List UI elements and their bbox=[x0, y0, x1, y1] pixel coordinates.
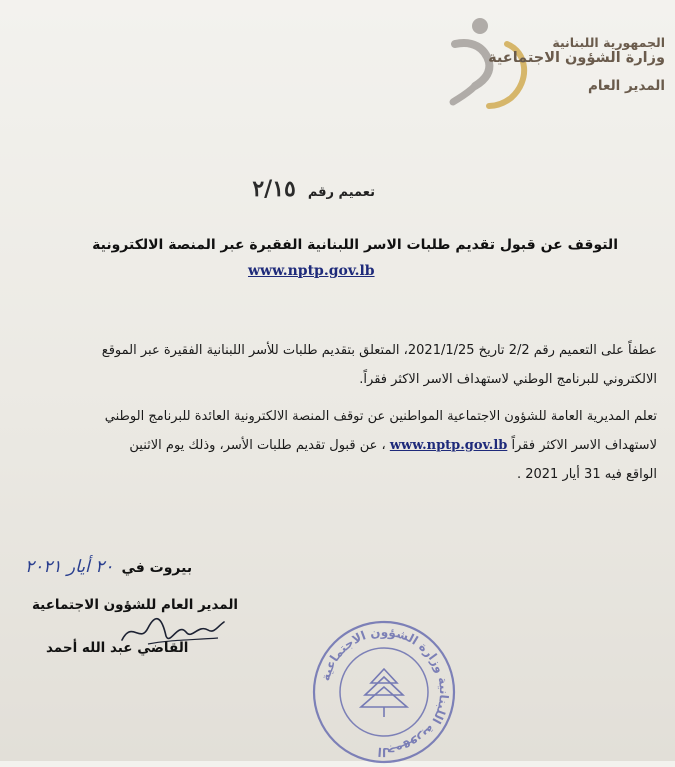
signatory-title: المدير العام للشؤون الاجتماعية bbox=[32, 597, 239, 613]
paragraph-2-line-2-end: ، عن قبول تقديم طلبات الأسر، وذلك يوم الاثنين bbox=[129, 438, 386, 453]
subject-title: التوقف عن قبول تقديم طلبات الاسر اللبنانية الفقيرة عبر المنصة الالكترونية bbox=[92, 237, 618, 253]
paragraph-2-url-link[interactable]: www.nptp.gov.lb bbox=[389, 438, 508, 453]
subject-url-link[interactable]: www.nptp.gov.lb bbox=[248, 263, 375, 279]
ministry-header bbox=[445, 14, 675, 114]
handwritten-date: ٢٠ أيار ٢٠٢١ bbox=[25, 557, 114, 577]
svg-text:الجمهورية اللبنانية وزارة الشؤ bbox=[318, 625, 451, 759]
circular-label: تعميم رقم bbox=[307, 185, 375, 200]
circular-number-line bbox=[252, 176, 375, 202]
header-republic: الجمهورية اللبنانية bbox=[552, 35, 665, 50]
signatory-name: القاضي عبد الله أحمد bbox=[46, 640, 189, 656]
paragraph-2-line-3: الواقع فيه 31 أيار 2021 . bbox=[516, 467, 657, 482]
ministry-seal bbox=[309, 617, 459, 767]
paragraph-2-line-2 bbox=[20, 431, 657, 460]
paragraph-2 bbox=[20, 402, 657, 489]
paragraph-1-line-2: الالكتروني للبرنامج الوطني لاستهداف الاسر الاكثر فقراً. bbox=[359, 372, 657, 387]
paragraph-1 bbox=[20, 336, 657, 394]
header-director: المدير العام bbox=[588, 78, 665, 95]
seal-text: الجمهورية اللبنانية وزارة الشؤون الاجتماعية bbox=[318, 624, 452, 760]
header-ministry: وزارة الشؤون الاجتماعية bbox=[488, 50, 665, 67]
cedar-icon bbox=[361, 669, 407, 717]
paragraph-2-line-2-start: لاستهداف الاسر الاكثر فقراً bbox=[511, 438, 657, 453]
paragraph-1-line-1: عطفاً على التعميم رقم 2/2 تاريخ 2021/1/25، المتعلق بتقديم طلبات للأسر اللبنانية الفقيرة عبر الموقع bbox=[101, 343, 657, 358]
place-and-date bbox=[25, 557, 192, 577]
circular-number: ٢/١٥ bbox=[252, 176, 296, 202]
paragraph-2-line-1: تعلم المديرية العامة للشؤون الاجتماعية المواطنين عن توقف المنصة الالكترونية العائدة للبرنامج الوطني bbox=[104, 409, 657, 424]
place-label: بيروت في bbox=[121, 560, 193, 576]
